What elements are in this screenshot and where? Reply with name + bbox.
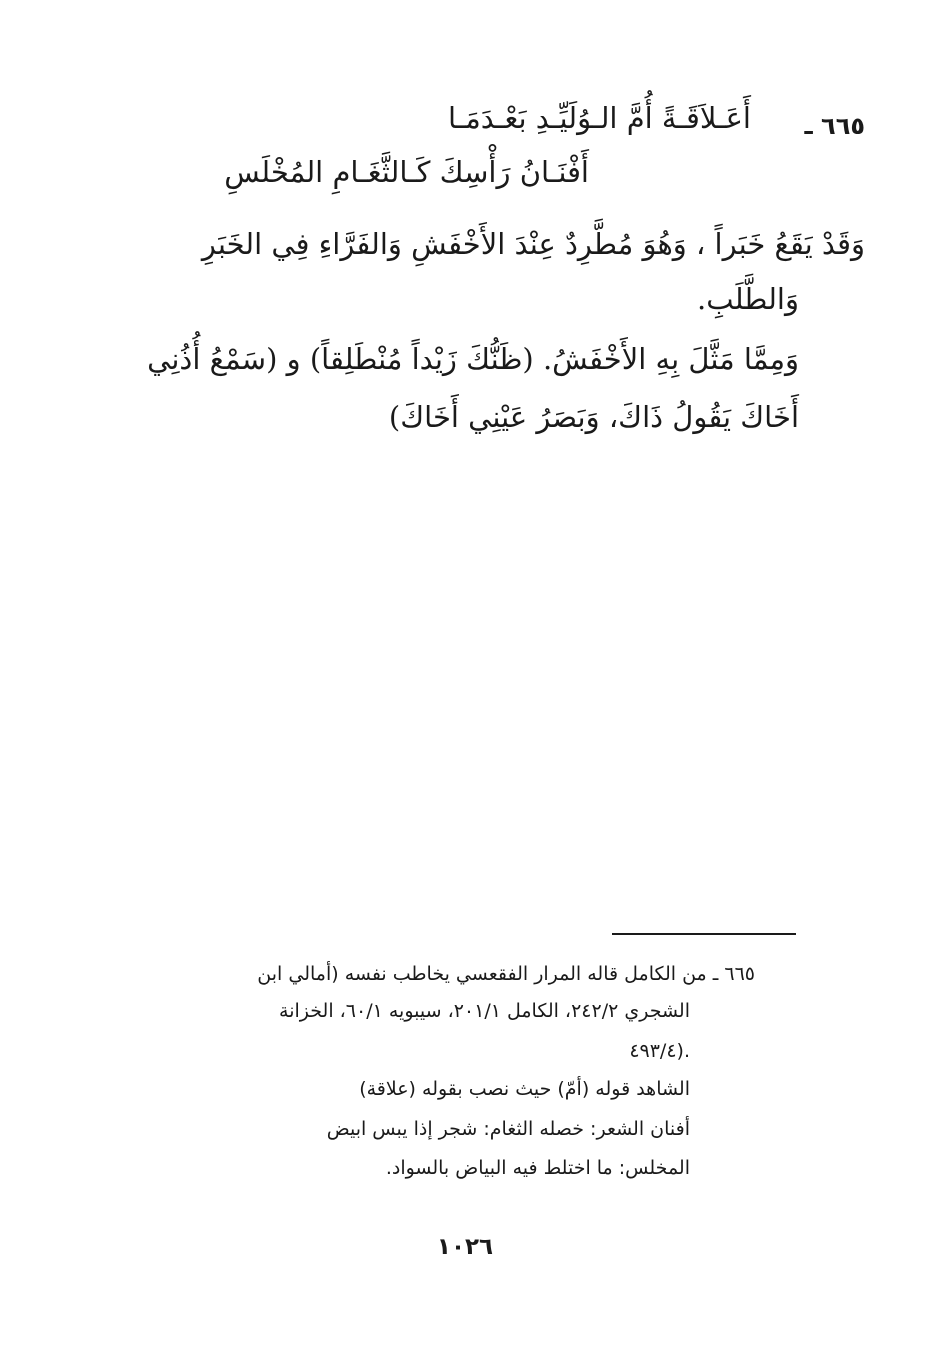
verse-hemistich-2: أَفْنَـانُ رَأْسِكَ كَـالثَّغَـامِ المُخْلَسِ <box>224 155 589 189</box>
footnote-line-2: الشجري ٢٤٢/٢، الكامل ٢٠١/١، سيبويه ٦٠/١، الخزانة <box>279 1000 690 1022</box>
footnote-line-1: ٦٦٥ ـ من الكامل قاله المرار الفقعسي يخاطب نفسه (أمالي ابن <box>257 963 755 985</box>
footnote-line-4: الشاهد قوله (أمّ) حيث نصب بقوله (علاقة) <box>359 1078 690 1100</box>
footnote-line-6: المخلس: ما اختلط فيه البياض بالسواد. <box>385 1157 690 1179</box>
footnote-line-5: أفنان الشعر: خصله الثغام: شجر إذا يبس ابيض <box>326 1118 690 1140</box>
verse-number: ٦٦٥ ـ <box>804 112 865 140</box>
footnote-line-3: ٤٩٣/٤). <box>629 1040 690 1062</box>
body-paragraph-2-line-2: أَخَاكَ يَقُولُ ذَاكَ، وَبَصَرُ عَيْنِي أَخَاكَ) <box>388 400 799 434</box>
body-paragraph-2-line-1: وَمِمَّا مَثَّلَ بِهِ الأَخْفَشُ. (ظَنُّكَ زَيْداً مُنْطَلِقاً) و (سَمْعُ أُذُنِي <box>147 342 799 376</box>
page-number: ١٠٢٦ <box>436 1234 494 1260</box>
body-paragraph-1-line-2: وَالطَّلَبِ. <box>697 282 799 316</box>
footnote-divider <box>612 933 796 935</box>
body-paragraph-1-line-1: وَقَدْ يَقَعُ خَبَراً ، وَهُوَ مُطَّرِدٌ عِنْدَ الأَخْفَشِ وَالفَرَّاءِ فِي الخَبَرِ <box>201 227 865 261</box>
verse-hemistich-1: أَعَـلاَقَـةً أُمَّ الـوُلَيِّـدِ بَعْـدَمَـا <box>447 101 751 135</box>
